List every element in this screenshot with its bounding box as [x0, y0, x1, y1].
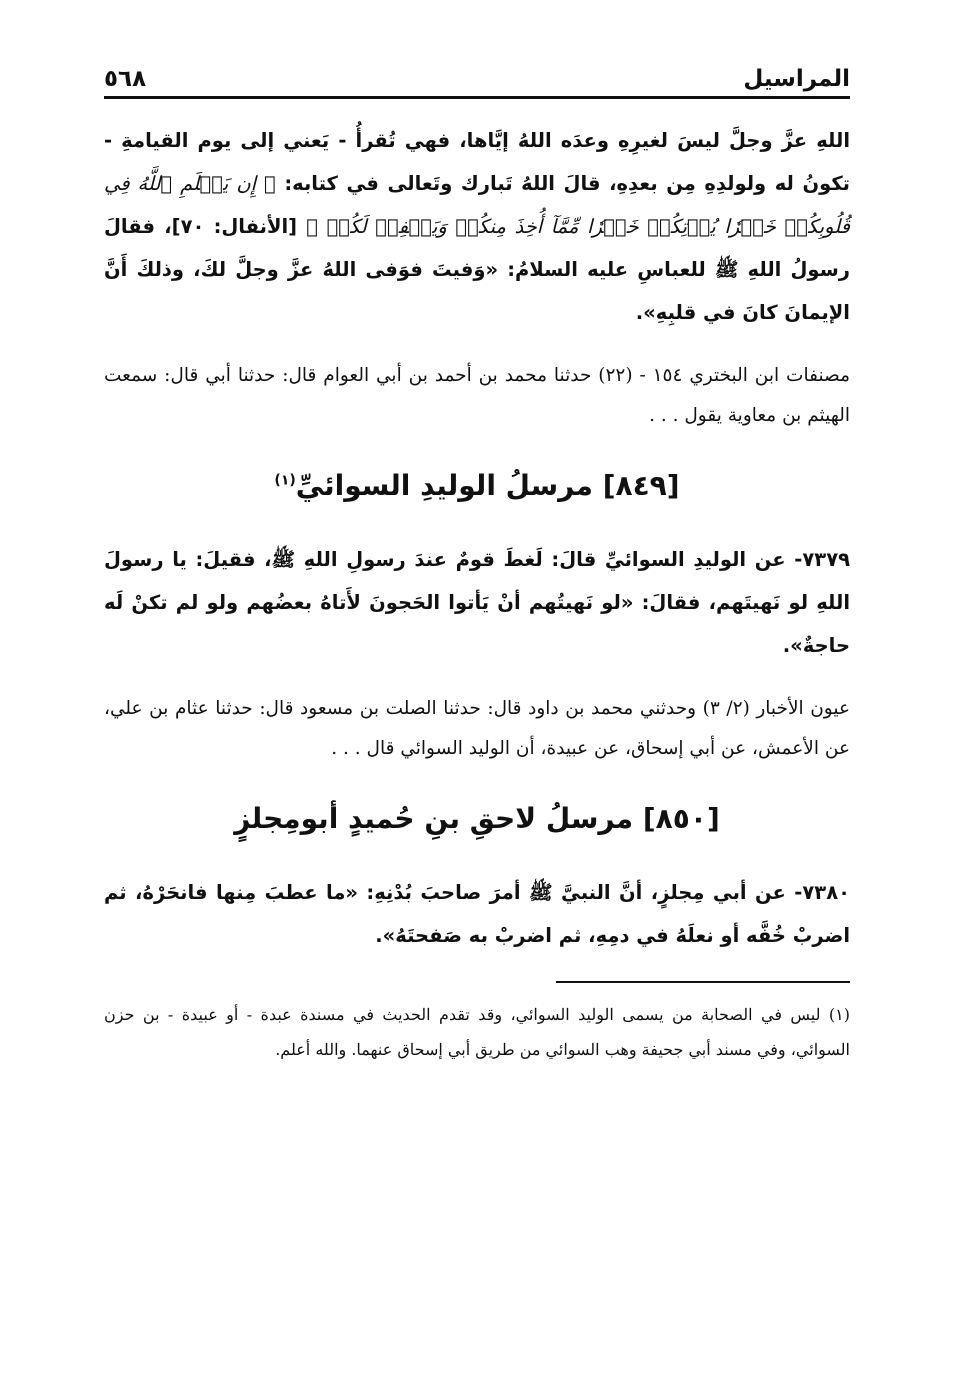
- hadith-text-before-quran: اللهِ عزَّ وجلَّ ليسَ لغيرِهِ وعدَه اللهُ إيَّاها، فهي تُقرأُ - يَعني إلى يوم القيامةِ - تكونُ له ولولدِهِ مِن بعدِهِ، قالَ اللهُ تَبارك وتَعالى في كتابه:: [104, 129, 850, 195]
- hadith-continuation-paragraph: [104, 119, 850, 334]
- hadith-paragraph: ٧٣٨٠- عن أبي مِجلزٍ، أنَّ النبيَّ ﷺ أمرَ صاحبَ بُدْنِهِ: «ما عطبَ مِنها فانحَرْهُ، ثم اضربْ خُفَّه أو نعلَهُ في دمِهِ، ثم اضربْ به صَفحتَهُ».: [104, 881, 850, 947]
- document-page: [104, 56, 850, 1067]
- chapter-title-text: [٨٤٩] مرسلُ الوليدِ السوائيِّ: [295, 469, 680, 502]
- hadith-paragraph: ٧٣٧٩- عن الوليدِ السوائيِّ قالَ: لَغطَ قومٌ عندَ رسولِ اللهِ ﷺ، فقيلَ: يا رسولَ اللهِ لو نَهيتَهم، فقالَ: «لو نَهيتُهم أنْ يَأتوا الحَجونَ لأَتاهُ بعضُهم ولو لم تكنْ لَه حاجةٌ».: [104, 548, 850, 657]
- chapter-title-text: [٨٥٠] مرسلُ لاحقِ بنِ حُميدٍ أبومِجلزٍ: [234, 802, 720, 835]
- source-paragraph: مصنفات ابن البختري ١٥٤ - (٢٢) حدثنا محمد بن أحمد بن أبي العوام قال: حدثنا أبي قال: سمعت الهيثم بن معاوية يقول . . .: [104, 365, 850, 426]
- page-number: ٥٦٨: [104, 66, 147, 92]
- header-rule: [104, 96, 850, 99]
- running-header: [104, 56, 850, 94]
- footnote-separator: [556, 981, 850, 983]
- hadith-text-after-quran: [الأنفال: ٧٠]، فقالَ رسولُ اللهِ ﷺ للعباسِ عليه السلامُ: «وَفيتَ فوَفى اللهُ عزَّ وجلَّ لكَ، وذلكَ أَنَّ الإيمانَ كانَ في قلبِهِ».: [104, 215, 850, 324]
- chapter-title: [104, 464, 850, 508]
- footnote: (١) ليس في الصحابة من يسمى الوليد السوائي، وقد تقدم الحديث في مسندة عبدة - أو عبيدة - بن حزن السوائي، وفي مسند أبي جحيفة وهب السوائي من طريق أبي إسحاق عنهما. والله أعلم.: [104, 1005, 850, 1059]
- chapter-title: [104, 797, 850, 841]
- header-title: المراسيل: [743, 66, 850, 92]
- quran-verse: ﴿ إِن يَعۡلَمِ ٱللَّهُ فِي قُلُوبِكُمۡ خَيۡرٗا يُؤۡتِكُمۡ خَيۡرٗا مِّمَّآ أُخِذَ مِنكُمۡ وَيَغۡفِرۡ لَكُمۡ ﴾: [104, 172, 851, 238]
- footnote-reference: (١): [274, 472, 296, 489]
- source-paragraph: عيون الأخبار (٢/ ٣) وحدثني محمد بن داود قال: حدثنا الصلت بن مسعود قال: حدثنا عثام بن علي، عن الأعمش، عن أبي إسحاق، عن عبيدة، أن الوليد السوائي قال . . .: [104, 698, 850, 759]
